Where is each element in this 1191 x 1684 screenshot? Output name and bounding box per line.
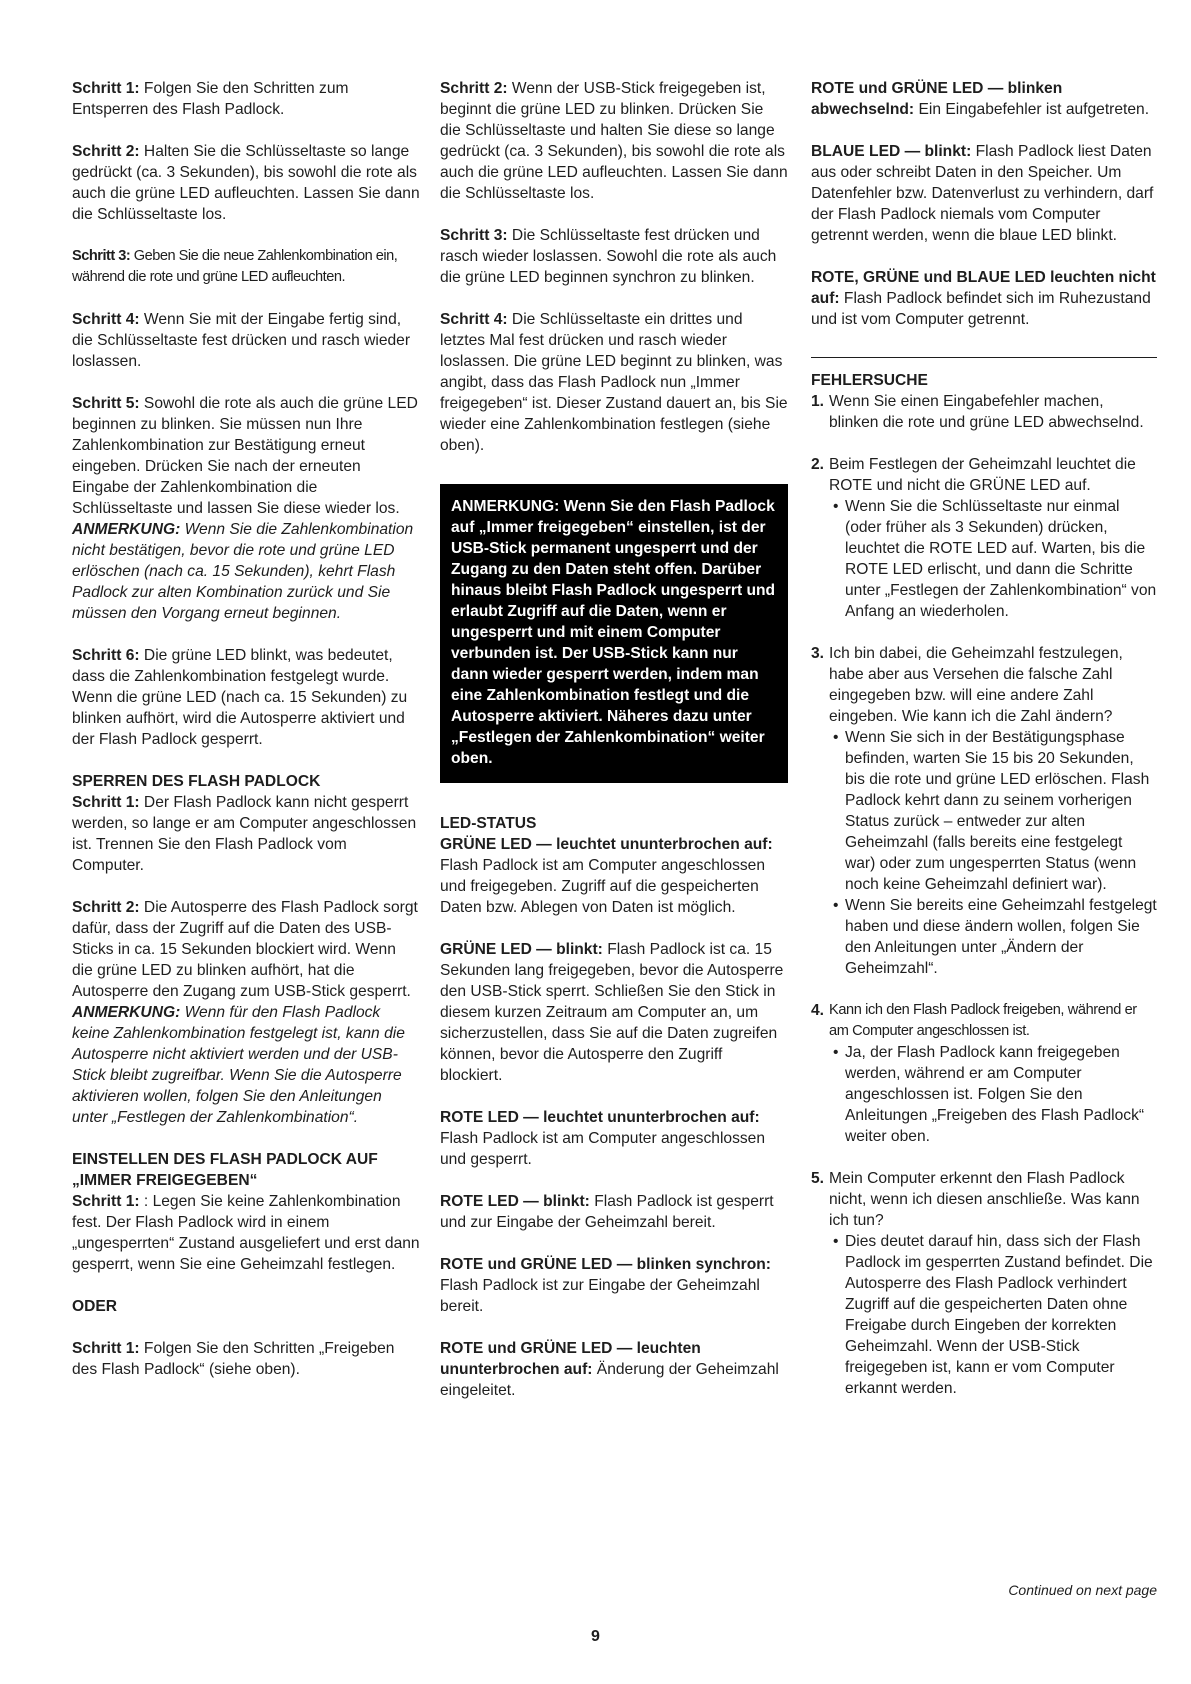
troubleshooting-item-2: 2. Beim Festlegen der Geheimzahl leuchtet die ROTE und nicht die GRÜNE LED auf. • Wenn Sie die Schlüsseltaste nur einmal (oder früher als 3 Sekunden) drücken, leuchtet die ROTE LED auf. Warten, bis die ROTE LED erlischt, und dann die Schritte unter „Festlegen der Zahlenkombination“ von Anfang an wiederholen.: [811, 456, 1157, 620]
step-6-paragraph: Schritt 6: Die grüne LED blinkt, was bedeutet, dass die Zahlenkombination festgelegt wurde. Wenn die grüne LED (nach ca. 15 Sekunden) zu blinken aufhört, wird die Autosperre aktiviert und der Flash Padlock gesperrt.: [72, 647, 408, 748]
step-4-paragraph: Schritt 4: Wenn Sie mit der Eingabe fertig sind, die Schlüsseltaste fest drücken und rasch wieder loslassen.: [72, 311, 411, 370]
always-step-4-paragraph: Schritt 4: Die Schlüsseltaste ein drittes und letztes Mal fest drücken und rasch wieder loslassen. Die grüne LED beginnt zu blinken, was angibt, dass das Flash Padlock nun „Immer freigegeben“ ist. Dieser Zustand dauert an, bis Sie wieder eine Zahlenkombination festlegen (siehe oben).: [440, 311, 788, 454]
red-green-sync-paragraph: ROTE und GRÜNE LED — blinken synchron: Flash Padlock ist zur Eingabe der Geheimzahl bereit.: [440, 1256, 771, 1315]
oder-step-1-paragraph: Schritt 1: Folgen Sie den Schritten „Freigeben des Flash Padlock“ (siehe oben).: [72, 1340, 395, 1378]
step-2-paragraph: Schritt 2: Halten Sie die Schlüsseltaste so lange gedrückt (ca. 3 Sekunden), bis sowohl die rote als auch die grüne LED aufleuchten. Lassen Sie dann die Schlüsseltaste los.: [72, 143, 420, 223]
list-item: • Ja, der Flash Padlock kann freigegeben werden, während er am Computer angeschlossen ist. Folgen Sie den Anleitungen „Freigeben des Flash Padlock“ weiter oben.: [833, 1044, 1145, 1145]
list-item: • Wenn Sie sich in der Bestätigungsphase befinden, warten Sie 15 bis 20 Sekunden, bis die rote und grüne LED erlöschen. Flash Padlock kehrt dann zu seinem vorherigen Status zurück – entweder zur alten Geheimzahl (falls bereits eine festgelegt war) oder zum ungesperrten Status (wenn noch keine Geheimzahl definiert war).: [833, 729, 1150, 893]
all-off-paragraph: ROTE, GRÜNE und BLAUE LED leuchten nicht auf: Flash Padlock befindet sich im Ruhezustand und ist vom Computer getrennt.: [811, 269, 1156, 328]
red-blink-paragraph: ROTE LED — blinkt: Flash Padlock ist gesperrt und zur Eingabe der Geheimzahl bereit.: [440, 1193, 774, 1231]
troubleshooting-heading: FEHLERSUCHE: [811, 372, 928, 389]
step-3-paragraph: Schritt 3: Geben Sie die neue Zahlenkombination ein, während die rote und grüne LED aufleuchten.: [72, 248, 398, 285]
step-5-paragraph: Schritt 5: Sowohl die rote als auch die grüne LED beginnen zu blinken. Sie müssen nun Ihre Zahlenkombination zur Bestätigung erneut eingeben. Drücken Sie nach der erneuten Eingabe der Zahlenkombination die Schlüsseltaste und lassen Sie diese wieder los. ANMERKUNG: Wenn Sie die Zahlenkombination nicht bestätigen, bevor die rote und grüne LED erlöschen (nach ca. 15 Sekunden), kehrt Flash Padlock zur alten Kombination zurück und Sie müssen den Vorgang erneut beginnen.: [72, 395, 418, 622]
troubleshooting-item-1: 1. Wenn Sie einen Eingabefehler machen, blinken die rote und grüne LED abwechselnd.: [811, 393, 1144, 431]
troubleshooting-item-5: 5. Mein Computer erkennt den Flash Padlock nicht, wenn ich diesen anschließe. Was kann ich tun? • Dies deutet darauf hin, dass sich der Flash Padlock im gesperrten Zustand befindet. Die Autosperre des Flash Padlock verhindert Zugriff auf die gespeicherten Daten ohne Freigabe durch Eingeben der korrekten Geheimzahl. Wenn der USB-Stick freigegeben ist, kann er vom Computer erkannt werden.: [811, 1168, 1157, 1399]
column-middle: [440, 78, 788, 1422]
lock-section: SPERREN DES FLASH PADLOCK Schritt 1: Der Flash Padlock kann nicht gesperrt werden, so lange er am Computer angeschlossen ist. Trennen Sie den Flash Padlock vom Computer.: [72, 773, 417, 874]
red-green-solid-paragraph: ROTE und GRÜNE LED — leuchten ununterbrochen auf: Änderung der Geheimzahl eingeleitet.: [440, 1340, 779, 1399]
always-step-2-paragraph: Schritt 2: Wenn der USB-Stick freigegeben ist, beginnt die grüne LED zu blinken. Drücken Sie die Schlüsseltaste und halten Sie diese so lange gedrückt (ca. 3 Sekunden), bis sowohl die rote als auch die grüne LED aufleuchten. Lassen Sie dann die Schlüsseltaste los.: [440, 80, 788, 202]
troubleshooting-item-3: 3. Ich bin dabei, die Geheimzahl festzulegen, habe aber aus Versehen die falsche Zahl eingegeben bzw. will eine andere Zahl eingeben. Wie kann ich die Zahl ändern? • Wenn Sie sich in der Bestätigungsphase befinden, warten Sie 15 bis 20 Sekunden, bis die rote und grüne LED erlöschen. Flash Padlock kehrt dann zu seinem vorherigen Status zurück – entweder zur alten Geheimzahl (falls bereits eine festgelegt war) oder zum ungesperrten Status (wenn noch keine Geheimzahl definiert war). • Wenn Sie bereits eine Geheimzahl festgelegt haben und diese ändern wollen, folgen Sie den Anleitungen unter „Ändern der Geheimzahl“.: [811, 645, 1157, 977]
always-unlocked-section: EINSTELLEN DES FLASH PADLOCK AUF „IMMER FREIGEGEBEN“ Schritt 1: : Legen Sie keine Zahlenkombination fest. Der Flash Padlock wird in einem „ungesperrten“ Zustand ausgeliefert und erst dann gesperrt, wenn Sie eine Geheimzahl festlegen.: [72, 1151, 420, 1273]
lock-heading: SPERREN DES FLASH PADLOCK: [72, 773, 321, 790]
always-step-3-paragraph: Schritt 3: Die Schlüsseltaste fest drücken und rasch wieder loslassen. Sowohl die rote als auch die grüne LED beginnen synchron zu blinken.: [440, 227, 777, 286]
led-status-heading: LED-STATUS: [440, 815, 537, 832]
list-item: • Wenn Sie bereits eine Geheimzahl festgelegt haben und diese ändern wollen, folgen Sie den Anleitungen unter „Ändern der Geheimzahl“.: [833, 897, 1157, 977]
green-blink-paragraph: GRÜNE LED — blinkt: Flash Padlock ist ca. 15 Sekunden lang freigegeben, bevor die Autosperre den USB-Stick sperrt. Schließen Sie den Stick in diesem kurzen Zeitraum am Computer an, um sicherzustellen, dass Sie auf die Daten zugreifen können, bevor die Autosperre den Zugriff blockiert.: [440, 941, 784, 1084]
list-item: • Wenn Sie die Schlüsseltaste nur einmal (oder früher als 3 Sekunden) drücken, leuchtet die ROTE LED auf. Warten, bis die ROTE LED erlischt, und dann die Schritte unter „Festlegen der Zahlenkombination“ von Anfang an wiederholen.: [833, 498, 1157, 620]
red-green-alternate-paragraph: ROTE und GRÜNE LED — blinken abwechselnd: Ein Eingabefehler ist aufgetreten.: [811, 80, 1150, 118]
led-status-section: LED-STATUS GRÜNE LED — leuchtet ununterbrochen auf: Flash Padlock ist am Computer angeschlossen und freigegeben. Zugriff auf die gespeicherten Daten bzw. Ablegen von Daten ist möglich.: [440, 815, 773, 916]
always-unlocked-heading: EINSTELLEN DES FLASH PADLOCK AUF „IMMER FREIGEGEBEN“: [72, 1151, 378, 1189]
continued-note: Continued on next page: [1008, 1582, 1157, 1598]
note-confirm: ANMERKUNG: Wenn Sie die Zahlenkombination nicht bestätigen, bevor die rote und grüne LED erlöschen (nach ca. 15 Sekunden), kehrt Flash Padlock zur alten Kombination zurück und Sie müssen den Vorgang erneut beginnen.: [72, 521, 414, 622]
note-autolock: ANMERKUNG: Wenn für den Flash Padlock keine Zahlenkombination festgelegt ist, kann die Autosperre nicht aktiviert werden und der USB-Stick bleibt zugreifbar. Wenn Sie die Autosperre aktivieren wollen, folgen Sie den Anleitungen unter „Festlegen der Zahlenkombination“.: [72, 1004, 405, 1126]
page-number: 9: [591, 1628, 600, 1645]
oder-heading: ODER: [72, 1298, 118, 1315]
warning-box: ANMERKUNG: Wenn Sie den Flash Padlock auf „Immer freigegeben“ einstellen, ist der USB-Stick permanent ungesperrt und der Zugang zu den Daten steht offen. Darüber hinaus bleibt Flash Padlock ungesperrt und erlaubt Zugriff auf die Daten, wenn er ungesperrt und mit einem Computer verbunden ist. Der USB-Stick kann nur dann wieder gesperrt werden, indem man eine Zahlenkombination festlegt und die Autosperre aktiviert. Näheres dazu unter „Festlegen der Zahlenkombination“ weiter oben.: [440, 484, 788, 783]
section-divider: [811, 357, 1157, 358]
list-item: • Dies deutet darauf hin, dass sich der Flash Padlock im gesperrten Zustand befindet. Die Autosperre des Flash Padlock verhindert Zugriff auf die gespeicherten Daten ohne Freigabe durch Eingeben der korrekten Geheimzahl. Wenn der USB-Stick freigegeben ist, kann er vom Computer erkannt werden.: [833, 1233, 1153, 1397]
lock-step-2-paragraph: Schritt 2: Die Autosperre des Flash Padlock sorgt dafür, dass der Zugriff auf die Daten des USB-Sticks in ca. 15 Sekunden blockiert wird. Wenn die grüne LED zu blinken aufhört, hat die Autosperre den Zugang zum USB-Stick gesperrt. ANMERKUNG: Wenn für den Flash Padlock keine Zahlenkombination festgelegt ist, kann die Autosperre nicht aktiviert werden und der USB-Stick bleibt zugreifbar. Wenn Sie die Autosperre aktivieren wollen, folgen Sie den Anleitungen unter „Festlegen der Zahlenkombination“.: [72, 899, 418, 1126]
red-solid-paragraph: ROTE LED — leuchtet ununterbrochen auf: Flash Padlock ist am Computer angeschlossen und gesperrt.: [440, 1109, 766, 1168]
blue-blink-paragraph: BLAUE LED — blinkt: Flash Padlock liest Daten aus oder schreibt Daten in den Speicher. Um Datenfehler bzw. Datenverlust zu verhindern, darf der Flash Padlock niemals vom Computer getrennt werden, wenn die blaue LED blinkt.: [811, 143, 1154, 244]
step-1-paragraph: Schritt 1: Folgen Sie den Schritten zum Entsperren des Flash Padlock.: [72, 80, 349, 118]
column-left: [72, 78, 420, 1401]
troubleshooting-item-4: 4. Kann ich den Flash Padlock freigeben, während er am Computer angeschlossen ist. • Ja, der Flash Padlock kann freigegeben werden, während er am Computer angeschlossen ist. Folgen Sie den Anleitungen „Freigeben des Flash Padlock“ weiter oben.: [811, 1000, 1157, 1147]
column-right: [811, 78, 1157, 1420]
